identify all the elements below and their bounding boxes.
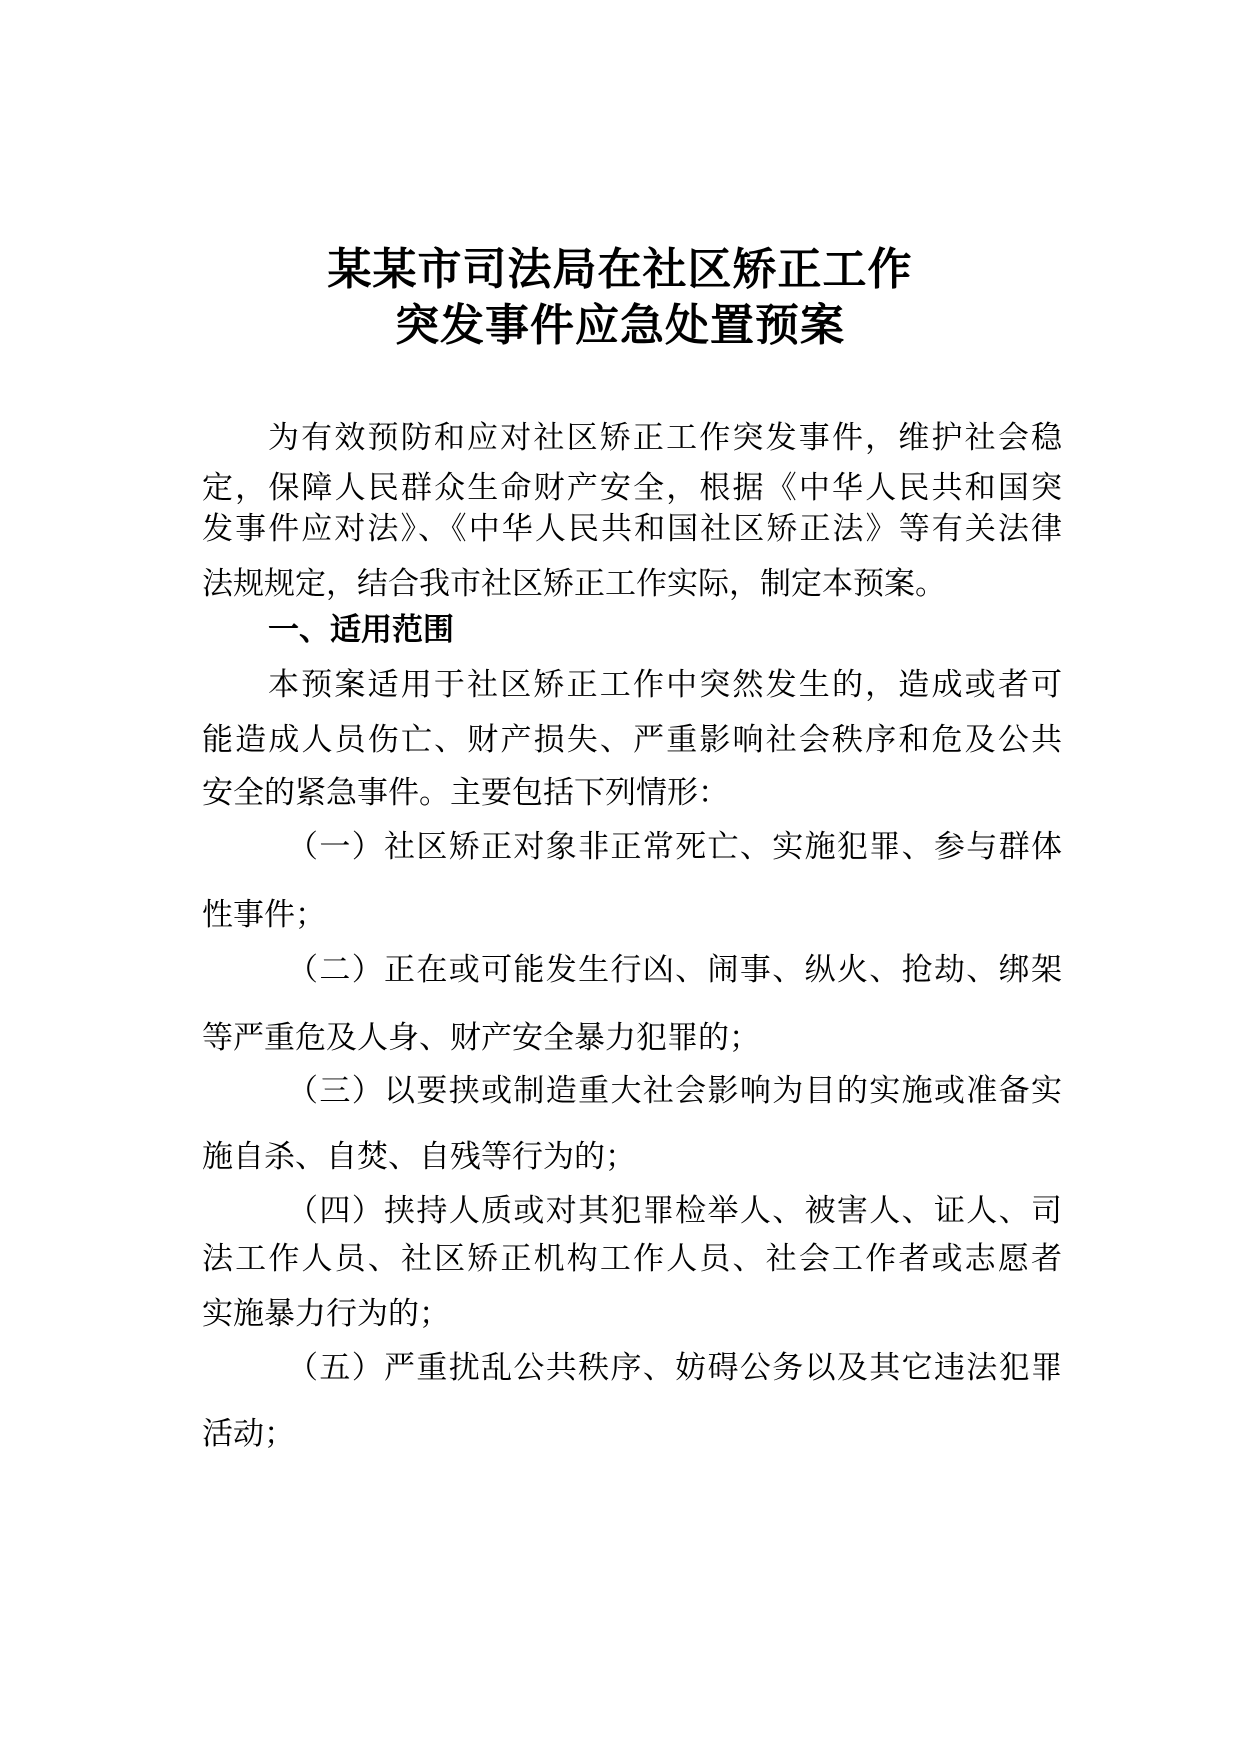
document-title-line-1: 某某市司法局在社区矫正工作 — [327, 244, 913, 295]
list-item-3-line-2: 施自杀、自焚、自残等行为的； — [202, 1139, 636, 1175]
section-para-line-2: 能造成人员伤亡、财产损失、严重影响社会秩序和危及公共 — [202, 722, 1062, 758]
list-item-5-line-1: （五）严重扰乱公共秩序、妨碍公务以及其它违法犯罪 — [287, 1350, 1062, 1386]
section-para-line-3: 安全的紧急事件。主要包括下列情形： — [202, 775, 729, 811]
list-item-1-line-1: （一）社区矫正对象非正常死亡、实施犯罪、参与群体 — [287, 829, 1062, 865]
list-item-2-line-1: （二）正在或可能发生行凶、闹事、纵火、抢劫、绑架 — [287, 952, 1062, 988]
list-item-3-line-1: （三）以要挟或制造重大社会影响为目的实施或准备实 — [287, 1073, 1062, 1109]
intro-line-2: 定，保障人民群众生命财产安全，根据《中华人民共和国突 — [202, 470, 1062, 506]
intro-line-4: 法规规定，结合我市社区矫正工作实际，制定本预案。 — [202, 566, 946, 602]
list-item-1-line-2: 性事件； — [202, 897, 326, 933]
list-item-4-line-2: 法工作人员、社区矫正机构工作人员、社会工作者或志愿者 — [202, 1241, 1062, 1277]
intro-line-1: 为有效预防和应对社区矫正工作突发事件，维护社会稳 — [268, 420, 1062, 456]
list-item-2-line-2: 等严重危及人身、财产安全暴力犯罪的； — [202, 1020, 760, 1056]
list-item-4-line-3: 实施暴力行为的； — [202, 1296, 450, 1332]
intro-line-3: 发事件应对法》、《中华人民共和国社区矫正法》等有关法律 — [202, 511, 1062, 547]
section-heading: 一、适用范围 — [268, 612, 454, 648]
list-item-5-line-2: 活动； — [202, 1416, 295, 1452]
document-title-line-2: 突发事件应急处置预案 — [395, 300, 845, 351]
section-para-line-1: 本预案适用于社区矫正工作中突然发生的，造成或者可 — [268, 667, 1062, 703]
list-item-4-line-1: （四）挟持人质或对其犯罪检举人、被害人、证人、司 — [287, 1193, 1062, 1229]
